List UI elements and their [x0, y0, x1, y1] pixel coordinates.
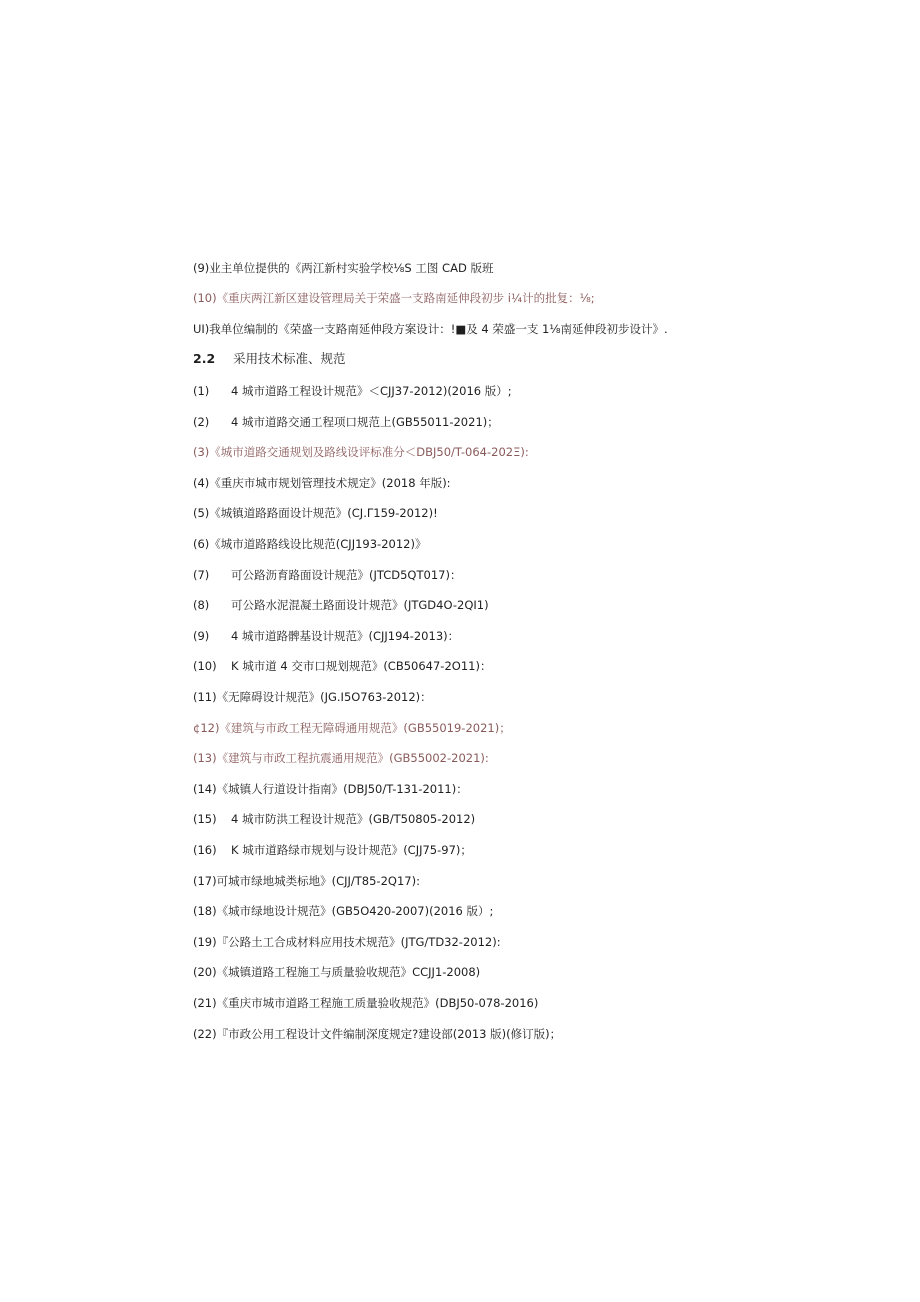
list-item — [193, 597, 489, 613]
section-number: 2.2 — [193, 351, 216, 366]
list-item-text: (19)『公路土工合成材料应用技术规范》(JTG∕TD32-2012): — [193, 934, 501, 949]
list-item — [193, 964, 480, 980]
list-item-text: (11)《无障碍设计规范》(JG.I5O763-2012)： — [193, 690, 432, 704]
list-item-number: (7) — [193, 567, 210, 582]
list-item-text: 4 城市道路交通工程项口规范上(GB55011-2021)； — [231, 414, 499, 429]
list-item — [193, 475, 451, 491]
list-item-text: (21)《重庆市城市道路工程施工质量验收规范》(DBJ50-078-2016) — [193, 996, 539, 1010]
list-item — [193, 811, 475, 827]
section-heading — [193, 351, 346, 367]
list-item-number: (1) — [193, 384, 210, 398]
list-item-number: (8) — [193, 598, 210, 613]
list-item-text: 可公路水泥混凝土路面设计规范》(JTGD4O-2QI1) — [231, 598, 489, 613]
list-item-text: 可公路沥育路面设计规范》(JTCD5QT017)： — [231, 567, 462, 582]
list-item-text: (14)《城镇人行道设计指南》(DBJ50/T-131-2011)： — [193, 781, 468, 796]
list-item — [193, 842, 472, 858]
list-item-number: (15) — [193, 812, 217, 827]
list-item-text: (5)《城镇道路路面设计规范》(CJ.Γ159-2012)! — [193, 506, 438, 521]
list-item-text: (13)《建筑与市政工程抗震通用规范》(GB55002-2021): — [193, 751, 489, 766]
list-item — [193, 689, 432, 705]
list-item-text: (3)《城市道路交通规划及路线设评标准分＜DBJ50/T-064-202Ξ): — [193, 445, 529, 460]
list-item — [193, 995, 538, 1011]
list-item-number: (16) — [193, 843, 217, 857]
list-item — [193, 1026, 561, 1042]
list-item-text: 4 城市道路髀基设计规范》(CJJ194-2013)： — [231, 628, 460, 643]
reference-line-11 — [193, 321, 668, 337]
list-item — [193, 873, 420, 889]
list-item-number: (10) — [193, 659, 217, 674]
list-item-text: (22)『市政公用工程设计文件编制深度规定?建设部(2013 版)(修订版)； — [193, 1026, 562, 1041]
list-item — [193, 505, 438, 521]
list-item — [193, 414, 499, 430]
list-item-text: K 城市道路绿市规划与设计规范》(CJJ75-97)； — [231, 843, 472, 857]
list-item-text: (4)《重庆市城市规划管理技术规定》(2018 年版): — [193, 475, 451, 490]
list-item-text: (20)《城镇道路工程施工与质量验收规范》CCJJ1-2008) — [193, 965, 481, 980]
reference-line-9 — [193, 260, 493, 276]
list-item — [193, 658, 491, 674]
list-item — [193, 383, 512, 399]
reference-text: (10)《重庆两江新区建设管理局关于荣盛一支路南延伸段初步 i¼计的批复：⅛; — [193, 291, 595, 305]
list-item-text: K 城市道 4 交市口规划规范》(CB50647-2O11)： — [231, 659, 492, 674]
list-item — [193, 903, 493, 919]
reference-line-10 — [193, 290, 595, 306]
list-item-text: (18)《城市绿地设计规范》(GB5O420-2007)(2016 版）; — [193, 904, 494, 919]
list-item-text: (17)可城市绿地城类标地》(CJJ/T85-2Q17): — [193, 873, 420, 888]
list-item-text: (6)《城市道路路线设比规范(CJJ193-2012)》 — [193, 537, 427, 551]
list-item — [193, 781, 468, 797]
section-title: 采用技术标准、规范 — [233, 351, 346, 366]
list-item-text: ¢12)《建筑与市政工程无障碍通用规范》(GB55019-2021)； — [193, 720, 511, 735]
list-item — [193, 750, 489, 766]
reference-text: (9)业主单位提供的《两江新村实验学校⅛S 工图 CAD 版班 — [193, 261, 494, 275]
list-item-number: (9) — [193, 628, 210, 643]
list-item — [193, 536, 426, 552]
reference-text: UI)我单位编制的《荣盛一支路南延伸段方案设计：!■及 4 荣盛一支 1⅛南延伸段初步设计》. — [193, 322, 668, 336]
list-item — [193, 567, 461, 583]
list-item — [193, 444, 529, 460]
list-item — [193, 720, 511, 736]
list-item-text: 4 城市道路工程设计规范》＜CJJ37-2012)(2016 版）; — [231, 384, 512, 398]
list-item — [193, 628, 459, 644]
list-item-text: 4 城市防洪工程设计规范》(GB/T50805-2012) — [231, 812, 476, 827]
list-item — [193, 934, 501, 950]
list-item-number: (2) — [193, 414, 210, 429]
